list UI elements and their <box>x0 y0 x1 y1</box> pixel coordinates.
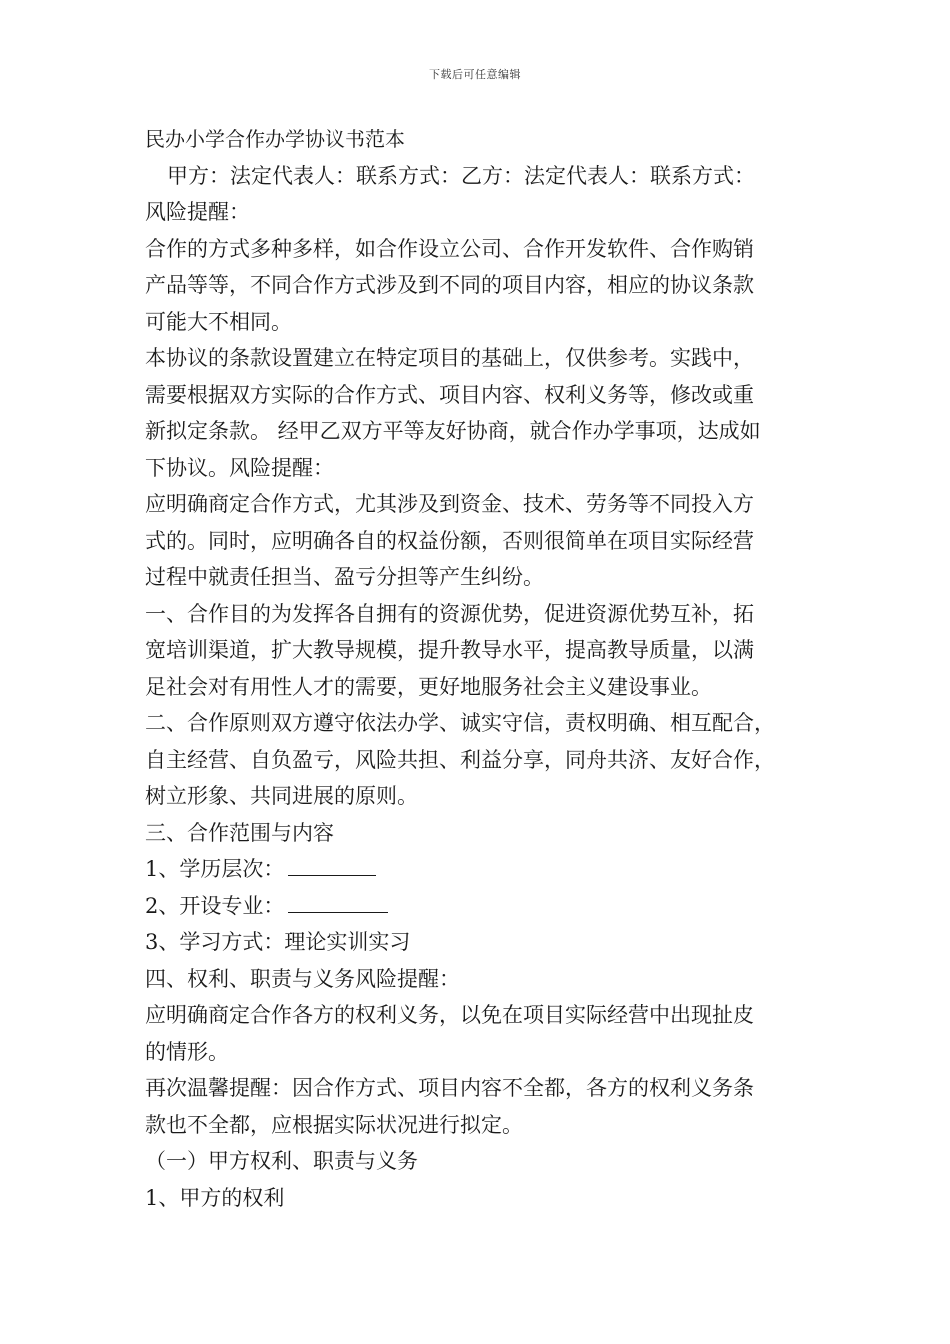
blank-line <box>288 853 376 876</box>
section-line: 二、合作原则双方遵守依法办学、诚实守信，责权明确、相互配合， <box>145 711 775 735</box>
paragraph-line: 再次温馨提醒：因合作方式、项目内容不全都，各方的权利义务条 <box>145 1076 754 1100</box>
section-line: 足社会对有用性人才的需要，更好地服务社会主义建设事业。 <box>145 674 712 699</box>
blank-line <box>288 890 388 913</box>
paragraph-line: 合作的方式多种多样，如合作设立公司、合作开发软件、合作购销 <box>145 236 754 261</box>
list-item-study-mode: 3、学习方式：理论实训实习 <box>145 930 411 954</box>
list-item-education-level <box>145 851 825 888</box>
list-item-label: 2、开设专业： <box>145 893 285 918</box>
paragraph-line: 新拟定条款。 经甲乙双方平等友好协商，就合作办学事项，达成如 <box>145 419 761 443</box>
section-heading: 三、合作范围与内容 <box>145 820 334 845</box>
section-line: 自主经营、自负盈亏，风险共担、利益分享，同舟共济、友好合作， <box>145 747 775 772</box>
list-item-major <box>145 888 825 925</box>
section-line: 树立形象、共同进展的原则。 <box>145 784 418 808</box>
paragraph-line: 需要根据双方实际的合作方式、项目内容、权利义务等，修改或重 <box>145 382 754 407</box>
risk-label: 风险提醒： <box>145 200 250 224</box>
section-line: 一、合作目的为发挥各自拥有的资源优势，促进资源优势互补，拓 <box>145 601 754 626</box>
paragraph-line: 应明确商定合作各方的权利义务，以免在项目实际经营中出现扯皮 <box>145 1003 754 1027</box>
paragraph-line: 过程中就责任担当、盈亏分担等产生纠纷。 <box>145 565 544 589</box>
paragraph-line: 款也不全都，应根据实际状况进行拟定。 <box>145 1112 523 1137</box>
document-body <box>145 121 825 1216</box>
paragraph-line: 的情形。 <box>145 1039 229 1064</box>
subsection-heading: （一）甲方权利、职责与义务 <box>145 1149 418 1173</box>
paragraph-line: 式的。同时，应明确各自的权益份额，否则很简单在项目实际经营 <box>145 528 754 553</box>
section-line: 宽培训渠道，扩大教导规模，提升教导水平，提高教导质量，以满 <box>145 638 754 662</box>
document-title: 民办小学合作办学协议书范本 <box>145 127 405 151</box>
paragraph-line: 可能大不相同。 <box>145 309 292 334</box>
sub-item: 1、甲方的权利 <box>145 1185 285 1210</box>
paragraph-line: 应明确商定合作方式，尤其涉及到资金、技术、劳务等不同投入方 <box>145 492 754 516</box>
parties-line: 甲方：法定代表人：联系方式：乙方：法定代表人：联系方式： <box>167 163 755 188</box>
section-heading: 四、权利、职责与义务风险提醒： <box>145 966 460 991</box>
list-item-label: 1、学历层次： <box>145 857 285 881</box>
paragraph-line: 下协议。风险提醒： <box>145 455 334 480</box>
paragraph-line: 产品等等，不同合作方式涉及到不同的项目内容，相应的协议条款 <box>145 273 754 297</box>
header-note: 下载后可任意编辑 <box>429 68 521 81</box>
paragraph-line: 本协议的条款设置建立在特定项目的基础上，仅供参考。实践中， <box>145 346 754 370</box>
